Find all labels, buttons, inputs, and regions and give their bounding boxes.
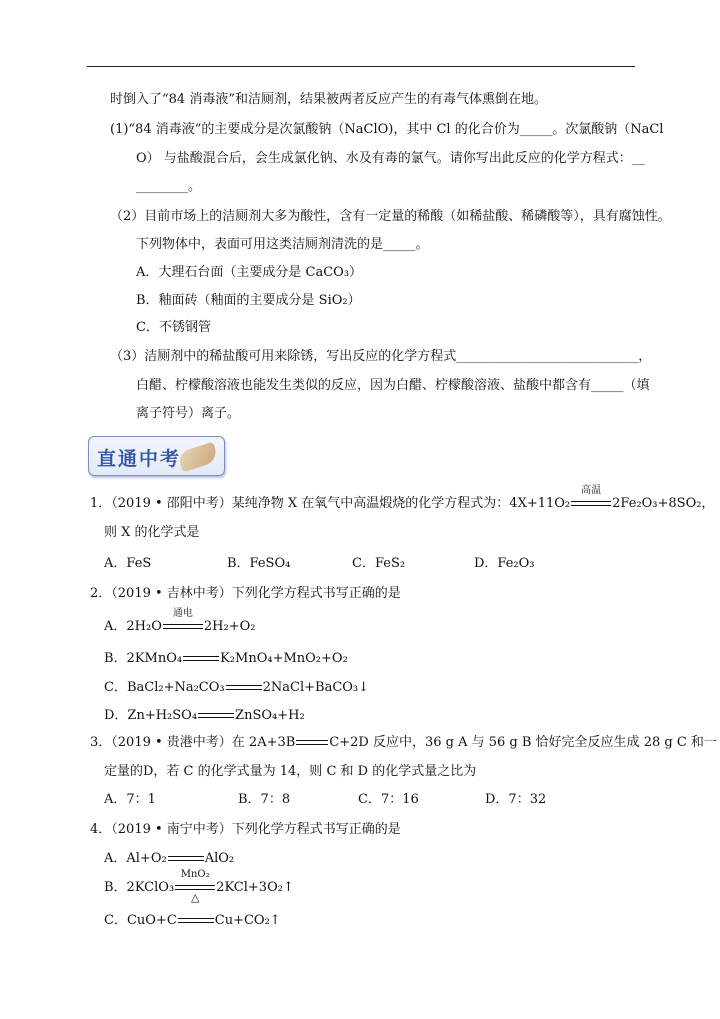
header-rule [87, 66, 635, 67]
p4-a-sign [168, 854, 204, 864]
p4-c-left: C．CuO+C [104, 913, 177, 928]
q2-line2: 下列物体中，表面可用这类洁厕剂清洗的是_____。 [136, 237, 429, 252]
section-badge-label: 直通中考 [97, 448, 182, 470]
p1-stem-right: 2Fe₂O₃+8SO₂， [612, 496, 715, 511]
p2-d-sign [198, 711, 234, 721]
p2-c-right: 2NaCl+BaCO₃↓ [262, 680, 370, 695]
p4-option-b [104, 868, 294, 904]
p2-a-right: 2H₂+O₂ [203, 619, 256, 634]
q1-line2: O） 与盐酸混合后，会生成氯化钠、水及有毒的氯气。请你写出此反应的化学方程式：__ [136, 151, 645, 166]
p3-line1-left: 3．（2019 • 贵港中考）在 2A+3B [90, 735, 296, 750]
p4-b-sign [175, 868, 215, 904]
p2-stem: 2．（2019 • 吉林中考）下列化学方程式书写正确的是 [90, 586, 401, 601]
p4-c-sign [178, 916, 214, 926]
p3-line1-right: C+2D 反应中，36 g A 与 56 g B 恰好完全反应生成 28 g C 和一 [329, 735, 717, 750]
p2-option-d [104, 708, 305, 724]
p4-b-right: 2KCl+3O₂↑ [216, 880, 294, 895]
section-badge [88, 436, 225, 476]
p4-a-left: A．Al+O₂ [104, 851, 167, 866]
q3-line3: 离子符号）离子。 [136, 406, 241, 421]
p1-option-a: A．FeS [104, 556, 152, 571]
p2-a-left: A．2H₂O [104, 619, 162, 634]
p3-sign [296, 738, 328, 748]
p3-line1 [90, 735, 717, 751]
p3-option-b: B．7：8 [238, 792, 291, 807]
q3-line1: （3）洁厕剂中的稀盐酸可用来除锈，写出反应的化学方程式____________________________， [110, 349, 652, 364]
q1-line1: (1)“84 消毒液”的主要成分是次氯酸钠（NaClO)，其中 Cl 的化合价为_____。次氯酸钠（NaCl [110, 122, 664, 137]
p2-b-sign [183, 654, 219, 664]
intro-text: 时倒入了“84 消毒液”和洁厕剂，结果被两者反应产生的有毒气体熏倒在地。 [110, 92, 547, 107]
p1-condition: 高温 [581, 484, 602, 496]
q1-line3: ________。 [136, 179, 202, 194]
q3-line2: 白醋、柠檬酸溶液也能发生类似的反应，因为白醋、柠檬酸溶液、盐酸中都含有_____（填 [136, 378, 650, 393]
p1-stem-left: 1．（2019 • 邵阳中考）某纯净物 X 在氧气中高温煅烧的化学方程式为：4X+11O₂ [90, 496, 571, 511]
p2-a-sign [163, 607, 203, 632]
p4-option-a [104, 851, 234, 867]
p1-option-c: C．FeS₂ [352, 556, 406, 571]
p3-option-a: A．7：1 [104, 792, 156, 807]
p2-c-sign [226, 683, 262, 693]
p2-d-right: ZnSO₄+H₂ [235, 708, 305, 723]
p2-c-left: C．BaCl₂+Na₂CO₃ [104, 680, 225, 695]
p4-b-heat-icon: △ [190, 890, 200, 904]
p3-line2: 定量的D，若 C 的化学式量为 14，则 C 和 D 的化学式量之比为 [104, 764, 477, 779]
p1-option-b: B．FeSO₄ [227, 556, 291, 571]
p2-option-a [104, 607, 256, 635]
p3-option-d: D．7：32 [485, 792, 547, 807]
q2-option-b: B．釉面砖（釉面的主要成分是 SiO₂） [136, 293, 361, 308]
p2-d-left: D．Zn+H₂SO₄ [104, 708, 198, 723]
p1-option-d: D．Fe₂O₃ [474, 556, 535, 571]
p3-option-c: C．7：16 [358, 792, 419, 807]
p4-c-right: Cu+CO₂↑ [214, 913, 281, 928]
p4-b-condition: MnO₂ [180, 868, 210, 880]
q2-option-a: A．大理石台面（主要成分是 CaCO₃） [136, 265, 363, 280]
p2-b-left: B．2KMnO₄ [104, 651, 183, 666]
p2-option-b [104, 651, 348, 667]
p2-option-c [104, 680, 369, 696]
shell-decoration-icon [177, 442, 219, 473]
q2-option-c: C．不锈钢管 [136, 320, 211, 335]
p2-a-condition: 通电 [172, 607, 193, 619]
q2-line1: （2）目前市场上的洁厕剂大多为酸性，含有一定量的稀酸（如稀盐酸、稀磷酸等），具有腐蚀性。 [110, 209, 671, 224]
p4-option-c [104, 913, 281, 929]
p2-b-right: K₂MnO₄+MnO₂+O₂ [220, 651, 348, 666]
p4-b-left: B．2KClO₃ [104, 880, 175, 895]
p4-a-right: AlO₂ [204, 851, 235, 866]
p1-reaction-sign [571, 484, 611, 509]
p4-stem: 4．（2019 • 南宁中考）下列化学方程式书写正确的是 [90, 822, 401, 837]
p1-line2: 则 X 的化学式是 [104, 525, 200, 540]
p1-stem [90, 484, 715, 512]
